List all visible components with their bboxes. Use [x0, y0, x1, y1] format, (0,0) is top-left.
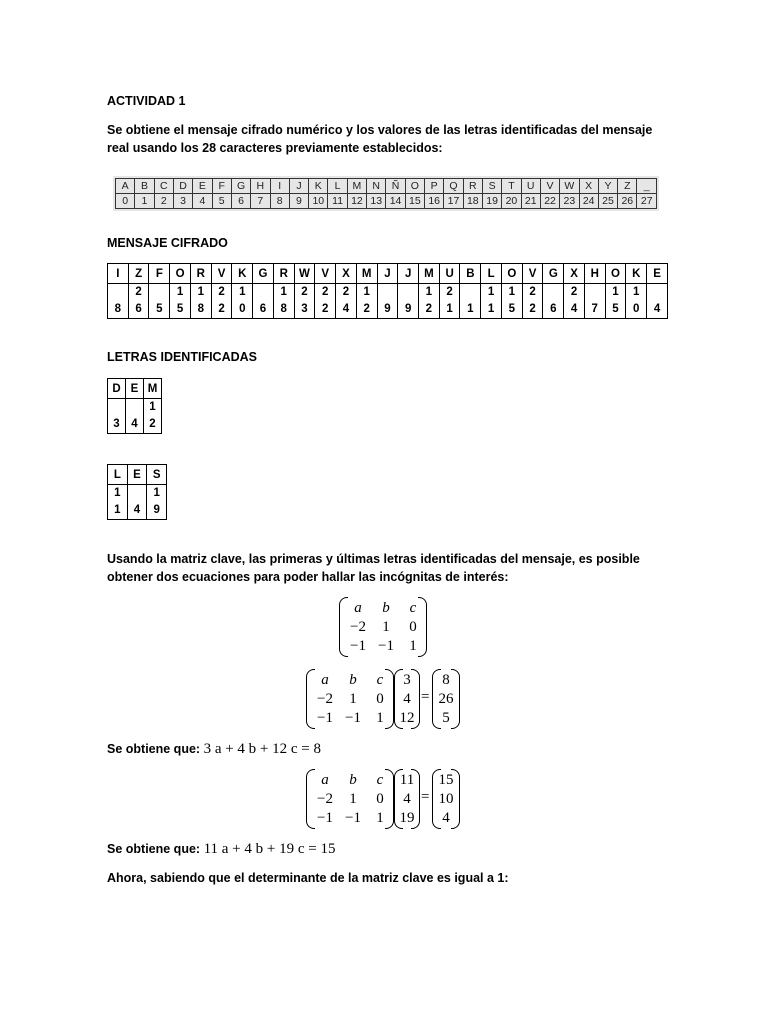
matrix-entry: −1: [317, 710, 333, 726]
cipher-number-cell: [128, 284, 149, 319]
alphabet-letter-cell: A: [116, 179, 135, 194]
cipher-number-cell: [253, 284, 274, 319]
cipher-letter-cell: B: [460, 264, 481, 284]
alphabet-letter-cell: K: [309, 179, 328, 194]
matrix-entry: −2: [350, 619, 366, 635]
alphabet-letter-cell: R: [463, 179, 482, 194]
cipher-number-cell-digit: 8: [280, 303, 287, 315]
cipher-number-cell-digit: 2: [425, 303, 433, 315]
cipher-number-cell-digit: 8: [114, 303, 122, 315]
alphabet-letter-cell: B: [135, 179, 154, 194]
matrix-entry: a: [321, 772, 329, 788]
cipher-letter-cell: R: [190, 264, 211, 284]
cipher-letter-cell: W: [294, 264, 315, 284]
cipher-number-cell-digit: 5: [176, 303, 184, 315]
cipher-letter-cell: I: [108, 264, 129, 284]
alphabet-number-cell: 24: [579, 194, 598, 209]
cipher-number-cell-digit: 1: [487, 303, 495, 315]
alphabet-number-cell: 7: [251, 194, 270, 209]
cipher-number-cell-digit: 1: [508, 286, 516, 298]
cipher-number-cell-digit: [108, 284, 128, 301]
matrix-entry: 0: [376, 791, 384, 807]
alphabet-number-cell: 8: [270, 194, 289, 209]
cipher-letter-cell: V: [211, 264, 232, 284]
cipher-number-cell-digit: 2: [570, 286, 578, 298]
cipher-number-cell-digit: 2: [322, 303, 329, 315]
alphabet-letter-cell: W: [560, 179, 579, 194]
cipher-letter-cell: K: [232, 264, 253, 284]
matrix-entry: b: [349, 672, 357, 688]
alphabet-number-cell: 26: [618, 194, 637, 209]
cipher-number-cell-digit: 1: [176, 286, 184, 298]
cipher-letter-cell: F: [149, 264, 170, 284]
eq2-key-matrix-grid: [312, 771, 390, 828]
cipher-table: [107, 263, 668, 319]
cipher-letter-cell: V: [522, 264, 543, 284]
vector-entry: 4: [403, 791, 411, 807]
identified-number-cell-digit: 9: [153, 504, 160, 516]
cipher-letter-cell: G: [253, 264, 274, 284]
cipher-number-cell: [584, 284, 605, 319]
identified-letter-cell: M: [144, 379, 162, 399]
key-matrix: [339, 597, 427, 657]
cipher-number-cell: [522, 284, 543, 319]
cipher-number-cell: [149, 284, 170, 319]
cipher-number-cell-digit: [585, 284, 605, 301]
cipher-number-cell-digit: 6: [259, 303, 267, 315]
cipher-number-cell-digit: 7: [591, 303, 598, 315]
cipher-number-cell-digit: 8: [197, 303, 204, 315]
alphabet-number-cell: 14: [386, 194, 405, 209]
identified-number-cell: [108, 485, 128, 520]
alphabet-letter-cell: P: [425, 179, 444, 194]
matrix-entry: −1: [350, 638, 366, 654]
eq2-result-vector: [432, 769, 460, 829]
cipher-number-cell-digit: [398, 284, 418, 301]
cipher-number-cell: [626, 284, 647, 319]
alphabet-number-cell: 16: [425, 194, 444, 209]
identified-number-cell-digit: [126, 399, 143, 416]
cipher-number-cell-digit: 1: [363, 286, 370, 298]
alphabet-letter-cell: N: [367, 179, 386, 194]
alphabet-number-cell: 1: [135, 194, 154, 209]
identified-number-cell-digit: 1: [149, 401, 156, 413]
matrix-entry: 1: [376, 710, 384, 726]
cipher-number-cell-digit: 2: [363, 303, 370, 315]
cipher-number-cell: [315, 284, 336, 319]
cipher-letter-cell: X: [336, 264, 357, 284]
cipher-number-cell-digit: 2: [301, 286, 308, 298]
eq2-key-matrix: [306, 769, 394, 829]
result2-label: Se obtiene que:: [107, 842, 201, 856]
alphabet-letter-cell: J: [289, 179, 308, 194]
cipher-number-cell-digit: 2: [218, 303, 225, 315]
cipher-number-cell-digit: [460, 284, 480, 301]
alphabet-number-cell: 27: [637, 194, 657, 209]
cipher-number-cell: [647, 284, 668, 319]
matrix-entry: b: [349, 772, 357, 788]
result1-equation: 3 a + 4 b + 12 c = 8: [203, 741, 322, 757]
cipher-letter-cell: O: [501, 264, 522, 284]
alphabet-number-cell: 12: [347, 194, 366, 209]
result2-line: [107, 841, 335, 858]
alphabet-number-cell: 2: [154, 194, 173, 209]
cipher-number-cell: [336, 284, 357, 319]
cipher-number-cell-digit: [149, 284, 169, 301]
alphabet-letter-cell: _: [637, 179, 657, 194]
alphabet-letters-row: [116, 179, 657, 194]
identified-number-cell: [144, 399, 162, 434]
identified-number-cell-digit: 2: [149, 418, 156, 430]
cipher-number-cell-digit: 6: [550, 303, 557, 315]
cipher-number-cell-digit: 1: [633, 286, 640, 298]
alphabet-number-cell: 6: [231, 194, 250, 209]
identified-number-cell-digit: [108, 399, 125, 416]
equals-sign: =: [421, 689, 430, 705]
cipher-number-cell: [377, 284, 398, 319]
matrix-entry: b: [382, 600, 390, 616]
alphabet-letter-cell: F: [212, 179, 231, 194]
cipher-number-cell-digit: 6: [135, 303, 142, 315]
identified-heading: LETRAS IDENTIFICADAS: [107, 350, 257, 364]
identified-letter-cell: E: [126, 379, 144, 399]
cipher-letter-cell: E: [647, 264, 668, 284]
alphabet-number-cell: 17: [444, 194, 463, 209]
cipher-letter-cell: J: [398, 264, 419, 284]
alphabet-letter-cell: S: [482, 179, 501, 194]
matrix-entry: −1: [345, 810, 361, 826]
cipher-number-cell: [460, 284, 481, 319]
vector-entry: 19: [399, 810, 415, 826]
cipher-number-cell: [232, 284, 253, 319]
identified-last-table: [107, 464, 167, 520]
cipher-letter-cell: L: [481, 264, 502, 284]
key-matrix-grid: [345, 599, 423, 656]
alphabet-letter-cell: T: [502, 179, 521, 194]
cipher-number-cell: [108, 284, 129, 319]
cipher-number-cell-digit: 2: [342, 286, 350, 298]
cipher-letter-cell: M: [419, 264, 440, 284]
alphabet-letter-cell: C: [154, 179, 173, 194]
alphabet-letter-cell: I: [270, 179, 289, 194]
cipher-number-cell-digit: 1: [467, 303, 474, 315]
identified-first-table: [107, 378, 162, 434]
alphabet-number-cell: 10: [309, 194, 328, 209]
cipher-number-cell-digit: [253, 284, 273, 301]
cipher-number-cell: [273, 284, 294, 319]
cipher-letter-cell: O: [605, 264, 626, 284]
cipher-number-cell-digit: 0: [239, 303, 246, 315]
cipher-letter-cell: H: [584, 264, 605, 284]
identified-number-cell: [108, 399, 126, 434]
alphabet-number-cell: 21: [521, 194, 540, 209]
identified-letter-cell: S: [147, 465, 167, 485]
identified-first-letters-row: [108, 379, 162, 399]
cipher-letters-row: [108, 264, 668, 284]
cipher-number-cell-digit: 1: [239, 286, 246, 298]
cipher-letter-cell: R: [273, 264, 294, 284]
matrix-entry: 0: [409, 619, 417, 635]
cipher-number-cell-digit: [647, 284, 667, 301]
cipher-number-cell-digit: 1: [280, 286, 287, 298]
result2-equation: 11 a + 4 b + 19 c = 15: [203, 841, 336, 857]
equals-sign: =: [421, 789, 430, 805]
cipher-number-cell-digit: 2: [529, 303, 536, 315]
alphabet-letter-cell: V: [540, 179, 559, 194]
page-title: ACTIVIDAD 1: [107, 94, 186, 108]
cipher-number-cell-digit: 4: [342, 303, 350, 315]
vector-entry: 12: [399, 710, 415, 726]
cipher-number-cell: [501, 284, 522, 319]
cipher-number-cell: [170, 284, 191, 319]
matrix-entry: 0: [376, 691, 384, 707]
cipher-number-cell-digit: 4: [570, 303, 578, 315]
cipher-number-cell-digit: 9: [404, 303, 412, 315]
conclusion-text: Ahora, sabiendo que el determinante de la matriz clave es igual a 1:: [107, 871, 509, 885]
alphabet-letter-cell: M: [347, 179, 366, 194]
identified-number-cell: [147, 485, 167, 520]
alphabet-letter-cell: Q: [444, 179, 463, 194]
cipher-number-cell-digit: 0: [633, 303, 640, 315]
eq1-vector: [394, 669, 420, 729]
identified-number-cell-digit: 1: [114, 504, 121, 516]
cipher-number-cell: [605, 284, 626, 319]
matrix-entry: 1: [349, 791, 357, 807]
matrix-entry: −2: [317, 691, 333, 707]
cipher-number-cell: [190, 284, 211, 319]
identified-letter-cell: E: [127, 465, 147, 485]
cipher-number-cell-digit: 2: [446, 286, 453, 298]
matrix-entry: a: [354, 600, 362, 616]
matrix-entry: c: [409, 600, 417, 616]
alphabet-letter-cell: Ñ: [386, 179, 405, 194]
cipher-number-cell-digit: 1: [425, 286, 433, 298]
identified-letter-cell: L: [108, 465, 128, 485]
cipher-number-cell: [356, 284, 377, 319]
alphabet-number-cell: 20: [502, 194, 521, 209]
cipher-letter-cell: O: [170, 264, 191, 284]
cipher-number-cell-digit: 9: [384, 303, 391, 315]
cipher-number-cell-digit: [378, 284, 398, 301]
alphabet-letter-cell: G: [231, 179, 250, 194]
cipher-letter-cell: M: [356, 264, 377, 284]
cipher-heading: MENSAJE CIFRADO: [107, 236, 228, 250]
eq1-vector-grid: [396, 671, 418, 728]
usage-paragraph: Usando la matriz clave, las primeras y últimas letras identificadas del mensaje, es posible obtener dos ecuaciones para poder hallar las incógnitas de interés:: [107, 552, 640, 584]
vector-entry: 4: [403, 691, 411, 707]
cipher-number-cell-digit: 1: [612, 286, 619, 298]
alphabet-letter-cell: Z: [618, 179, 637, 194]
cipher-number-cell: [398, 284, 419, 319]
cipher-letter-cell: U: [439, 264, 460, 284]
identified-number-cell-digit: 1: [114, 487, 121, 499]
eq2-vector: [394, 769, 420, 829]
alphabet-number-cell: 15: [405, 194, 424, 209]
alphabet-number-cell: 19: [482, 194, 501, 209]
alphabet-letter-cell: X: [579, 179, 598, 194]
cipher-number-cell-digit: 1: [487, 286, 495, 298]
matrix-entry: −2: [317, 791, 333, 807]
eq1-key-matrix: [306, 669, 394, 729]
alphabet-letter-cell: U: [521, 179, 540, 194]
vector-entry: 3: [403, 672, 411, 688]
cipher-number-cell-digit: 5: [612, 303, 619, 315]
cipher-letter-cell: G: [543, 264, 564, 284]
alphabet-number-cell: 11: [328, 194, 347, 209]
identified-number-cell-digit: 4: [133, 504, 141, 516]
alphabet-number-cell: 5: [212, 194, 231, 209]
matrix-entry: −1: [317, 810, 333, 826]
intro-paragraph: Se obtiene el mensaje cifrado numérico y los valores de las letras identificadas del mensaje real usando los 28 caracteres previamente establecidos:: [107, 123, 653, 155]
cipher-letter-cell: J: [377, 264, 398, 284]
alphabet-number-cell: 4: [193, 194, 212, 209]
alphabet-number-cell: 3: [173, 194, 192, 209]
result1-line: [107, 741, 321, 758]
identified-number-cell-digit: 3: [113, 418, 120, 430]
cipher-number-cell: [564, 284, 585, 319]
cipher-number-cell-digit: 2: [529, 286, 536, 298]
identified-number-cell-digit: 1: [153, 487, 160, 499]
eq1-key-matrix-grid: [312, 671, 390, 728]
cipher-letter-cell: X: [564, 264, 585, 284]
cipher-number-cell-digit: 3: [301, 303, 308, 315]
cipher-letter-cell: Z: [128, 264, 149, 284]
cipher-number-cell: [419, 284, 440, 319]
cipher-number-cell-digit: 5: [156, 303, 163, 315]
cipher-number-cell-digit: 4: [653, 303, 661, 315]
eq2-result-grid: [434, 771, 458, 828]
identified-last-letters-row: [108, 465, 167, 485]
eq2-vector-grid: [396, 771, 418, 828]
alphabet-letter-cell: H: [251, 179, 270, 194]
matrix-entry: −1: [345, 710, 361, 726]
alphabet-table: [115, 178, 657, 209]
alphabet-letter-cell: D: [173, 179, 192, 194]
alphabet-number-cell: 0: [116, 194, 135, 209]
identified-number-cell-digit: [128, 485, 147, 502]
vector-entry: 8: [442, 672, 450, 688]
alphabet-table-frame: [113, 176, 659, 211]
result1-label: Se obtiene que:: [107, 742, 201, 756]
alphabet-letter-cell: L: [328, 179, 347, 194]
matrix-entry: 1: [376, 810, 384, 826]
alphabet-number-cell: 18: [463, 194, 482, 209]
alphabet-letter-cell: O: [405, 179, 424, 194]
vector-entry: 26: [438, 691, 454, 707]
vector-entry: 4: [442, 810, 450, 826]
alphabet-number-cell: 23: [560, 194, 579, 209]
matrix-entry: 1: [409, 638, 417, 654]
cipher-number-cell-digit: 5: [508, 303, 516, 315]
identified-number-cell-digit: 4: [131, 418, 138, 430]
alphabet-number-cell: 9: [289, 194, 308, 209]
matrix-entry: 1: [349, 691, 357, 707]
cipher-number-cell: [294, 284, 315, 319]
cipher-letter-cell: V: [315, 264, 336, 284]
matrix-entry: c: [376, 672, 384, 688]
vector-entry: 15: [438, 772, 454, 788]
cipher-number-cell-digit: 1: [446, 303, 453, 315]
alphabet-letter-cell: Y: [598, 179, 617, 194]
vector-entry: 5: [442, 710, 450, 726]
eq1-result-grid: [434, 671, 458, 728]
vector-entry: 10: [438, 791, 454, 807]
matrix-entry: 1: [382, 619, 390, 635]
cipher-number-cell-digit: [543, 284, 563, 301]
cipher-number-cell-digit: 2: [218, 286, 225, 298]
cipher-number-cell: [543, 284, 564, 319]
identified-last-numbers-row: [108, 485, 167, 520]
identified-letter-cell: D: [108, 379, 126, 399]
matrix-entry: c: [376, 772, 384, 788]
alphabet-number-cell: 13: [367, 194, 386, 209]
alphabet-letter-cell: E: [193, 179, 212, 194]
cipher-number-cell: [439, 284, 460, 319]
cipher-number-cell-digit: 1: [197, 286, 204, 298]
cipher-number-cell: [211, 284, 232, 319]
cipher-numbers-row: [108, 284, 668, 319]
identified-first-numbers-row: [108, 399, 162, 434]
cipher-number-cell: [481, 284, 502, 319]
cipher-letter-cell: K: [626, 264, 647, 284]
vector-entry: 11: [399, 772, 415, 788]
alphabet-number-cell: 25: [598, 194, 617, 209]
cipher-number-cell-digit: 2: [135, 286, 142, 298]
identified-number-cell: [126, 399, 144, 434]
alphabet-number-cell: 22: [540, 194, 559, 209]
matrix-entry: −1: [378, 638, 394, 654]
alphabet-numbers-row: [116, 194, 657, 209]
cipher-number-cell-digit: 2: [322, 286, 329, 298]
eq1-result-vector: [432, 669, 460, 729]
identified-number-cell: [127, 485, 147, 520]
matrix-entry: a: [321, 672, 329, 688]
